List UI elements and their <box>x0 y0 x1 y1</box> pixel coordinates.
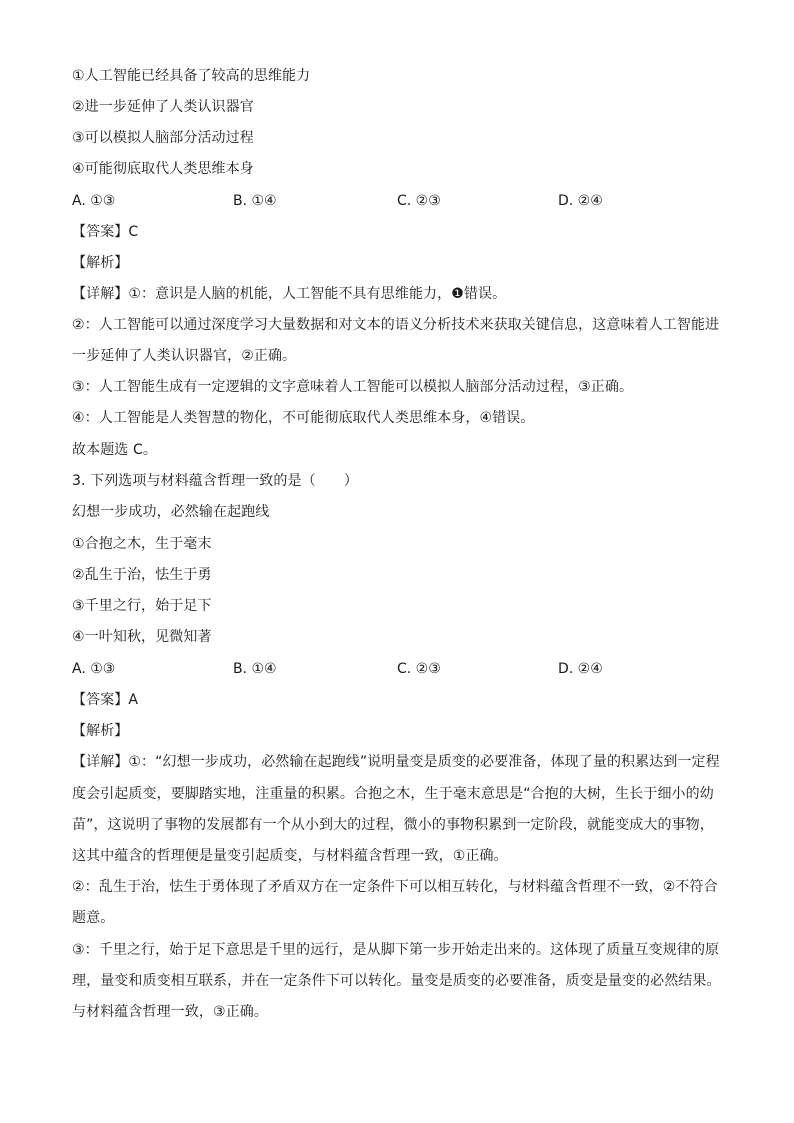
q2-conclusion: 故本题选 C。 <box>72 442 157 458</box>
q3-detail-line: ②：乱生于治，怯生于勇体现了矛盾双方在一定条件下可以相互转化，与材料蕴含哲理不一致，②不符合 <box>72 879 718 895</box>
q3-detail-line: 理，量变和质变相互联系，并在一定条件下可以转化。量变是质变的必要准备，质变是量变的必然结果。 <box>72 973 721 989</box>
q2-option-a: A. ①③ <box>72 193 116 209</box>
q3-statement-3: ③千里之行，始于足下 <box>72 598 212 614</box>
q3-detail-line: 度会引起质变，要脚踏实地，注重量的积累。合抱之木，生于毫末意思是“合抱的大树，生长于细小的幼 <box>72 786 714 802</box>
q2-options <box>72 192 722 210</box>
q2-statement-2: ②进一步延伸了人类认识器官 <box>72 99 254 115</box>
q2-option-d: D. ②④ <box>558 193 603 209</box>
q3-detail-line: 苗”，这说明了事物的发展都有一个从小到大的过程，微小的事物积累到一定阶段，就能变成大的事物， <box>72 817 714 833</box>
q3-material: 幻想一步成功，必然输在起跑线 <box>72 504 270 520</box>
q3-option-b: B. ①④ <box>233 661 277 677</box>
q2-statement-4: ④可能彻底取代人类思维本身 <box>72 161 254 177</box>
q3-stem: 3. 下列选项与材料蕴含哲理一致的是（ ） <box>72 473 359 489</box>
q2-detail-line: ③：人工智能生成有一定逻辑的文字意味着人工智能可以模拟人脑部分活动过程，③正确。 <box>72 379 634 395</box>
q2-statement-1: ①人工智能已经具备了较高的思维能力 <box>72 68 311 84</box>
q2-option-c: C. ②③ <box>397 193 441 209</box>
q3-detail-line: 题意。 <box>72 910 115 926</box>
q3-detail-line: 这其中蕴含的哲理便是量变引起质变，与材料蕴含哲理一致，①正确。 <box>72 848 508 864</box>
q2-option-b: B. ①④ <box>233 193 277 209</box>
q3-statement-4: ④一叶知秋，见微知著 <box>72 629 212 645</box>
q2-answer: 【答案】C <box>72 224 139 240</box>
q2-detail-line: ④：人工智能是人类智慧的物化，不可能彻底取代人类思维本身，④错误。 <box>72 410 535 426</box>
q2-statement-3: ③可以模拟人脑部分活动过程 <box>72 130 254 146</box>
q3-statement-2: ②乱生于治，怯生于勇 <box>72 567 212 583</box>
q3-answer: 【答案】A <box>72 692 139 708</box>
q2-detail-line: 一步延伸了人类认识器官，②正确。 <box>72 348 297 364</box>
q3-analysis-heading: 【解析】 <box>72 723 129 739</box>
q3-detail-line: ③：千里之行，始于足下意思是千里的远行，是从脚下第一步开始走出来的。这体现了质量互变规律的原 <box>72 942 720 958</box>
q3-options <box>72 660 722 678</box>
q3-detail-line: 与材料蕴含哲理一致，③正确。 <box>72 1004 268 1020</box>
q2-analysis-heading: 【解析】 <box>72 255 129 271</box>
q2-detail-line: ②：人工智能可以通过深度学习大量数据和对文本的语义分析技术来获取关键信息，这意味着人工智能进 <box>72 317 720 333</box>
q3-statement-1: ①合抱之木，生于毫末 <box>72 536 212 552</box>
q3-option-d: D. ②④ <box>558 661 603 677</box>
q3-option-a: A. ①③ <box>72 661 116 677</box>
q3-detail-line: 【详解】①：“幻想一步成功，必然输在起跑线”说明量变是质变的必要准备，体现了量的积累达到一定程 <box>72 754 720 770</box>
q2-detail-line: 【详解】①：意识是人脑的机能，人工智能不具有思维能力，❶错误。 <box>72 286 507 302</box>
q3-option-c: C. ②③ <box>397 661 441 677</box>
